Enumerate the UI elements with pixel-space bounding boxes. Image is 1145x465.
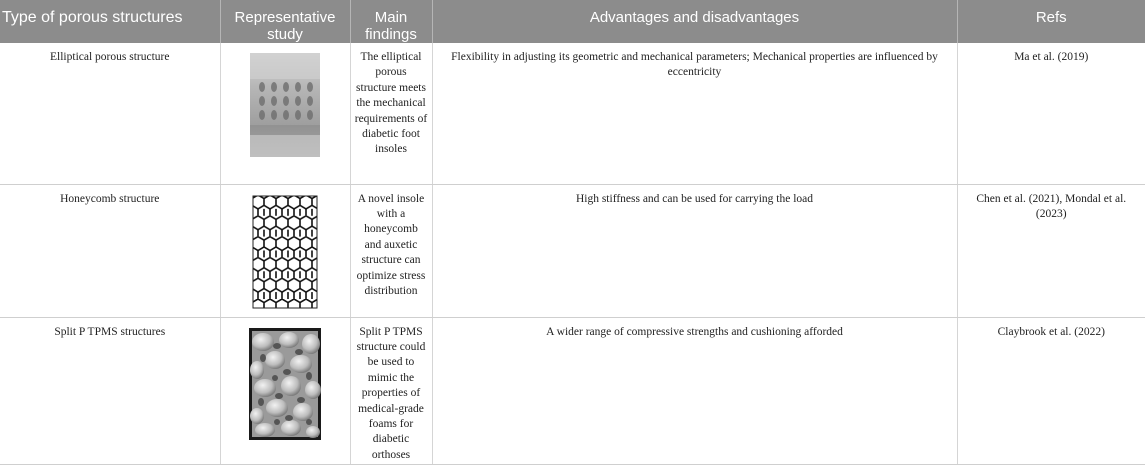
cell-study — [220, 184, 350, 317]
cell-type: Split P TPMS structures — [0, 317, 220, 464]
honeycomb-lattice-image — [252, 195, 318, 309]
cell-study — [220, 317, 350, 464]
cell-findings: The elliptical porous structure meets the mechanical requirements of diabetic foot insoles — [350, 43, 432, 184]
header-findings: Main findings — [350, 0, 432, 43]
cell-type: Elliptical porous structure — [0, 43, 220, 184]
cell-refs: Ma et al. (2019) — [957, 43, 1145, 184]
table-row — [0, 317, 1145, 464]
split-p-tpms-image — [249, 328, 321, 440]
elliptical-porous-insole-image — [250, 53, 320, 157]
cell-advantages: A wider range of compressive strengths and cushioning afforded — [432, 317, 957, 464]
cell-study — [220, 43, 350, 184]
cell-advantages: Flexibility in adjusting its geometric and mechanical parameters; Mechanical properties are influenced by eccentricity — [432, 43, 957, 184]
cell-advantages: High stiffness and can be used for carrying the load — [432, 184, 957, 317]
cell-refs: Chen et al. (2021), Mondal et al. (2023) — [957, 184, 1145, 317]
header-study: Representative study — [220, 0, 350, 43]
cell-refs: Claybrook et al. (2022) — [957, 317, 1145, 464]
header-refs: Refs — [957, 0, 1145, 43]
table-row — [0, 43, 1145, 184]
header-type: Type of porous structures — [0, 0, 220, 43]
table-row — [0, 184, 1145, 317]
header-advantages: Advantages and disadvantages — [432, 0, 957, 43]
cell-findings: A novel insole with a honeycomb and auxetic structure can optimize stress distribution — [350, 184, 432, 317]
cell-type: Honeycomb structure — [0, 184, 220, 317]
header-row — [0, 0, 1145, 43]
cell-findings: Split P TPMS structure could be used to mimic the properties of medical-grade foams for diabetic orthoses — [350, 317, 432, 464]
